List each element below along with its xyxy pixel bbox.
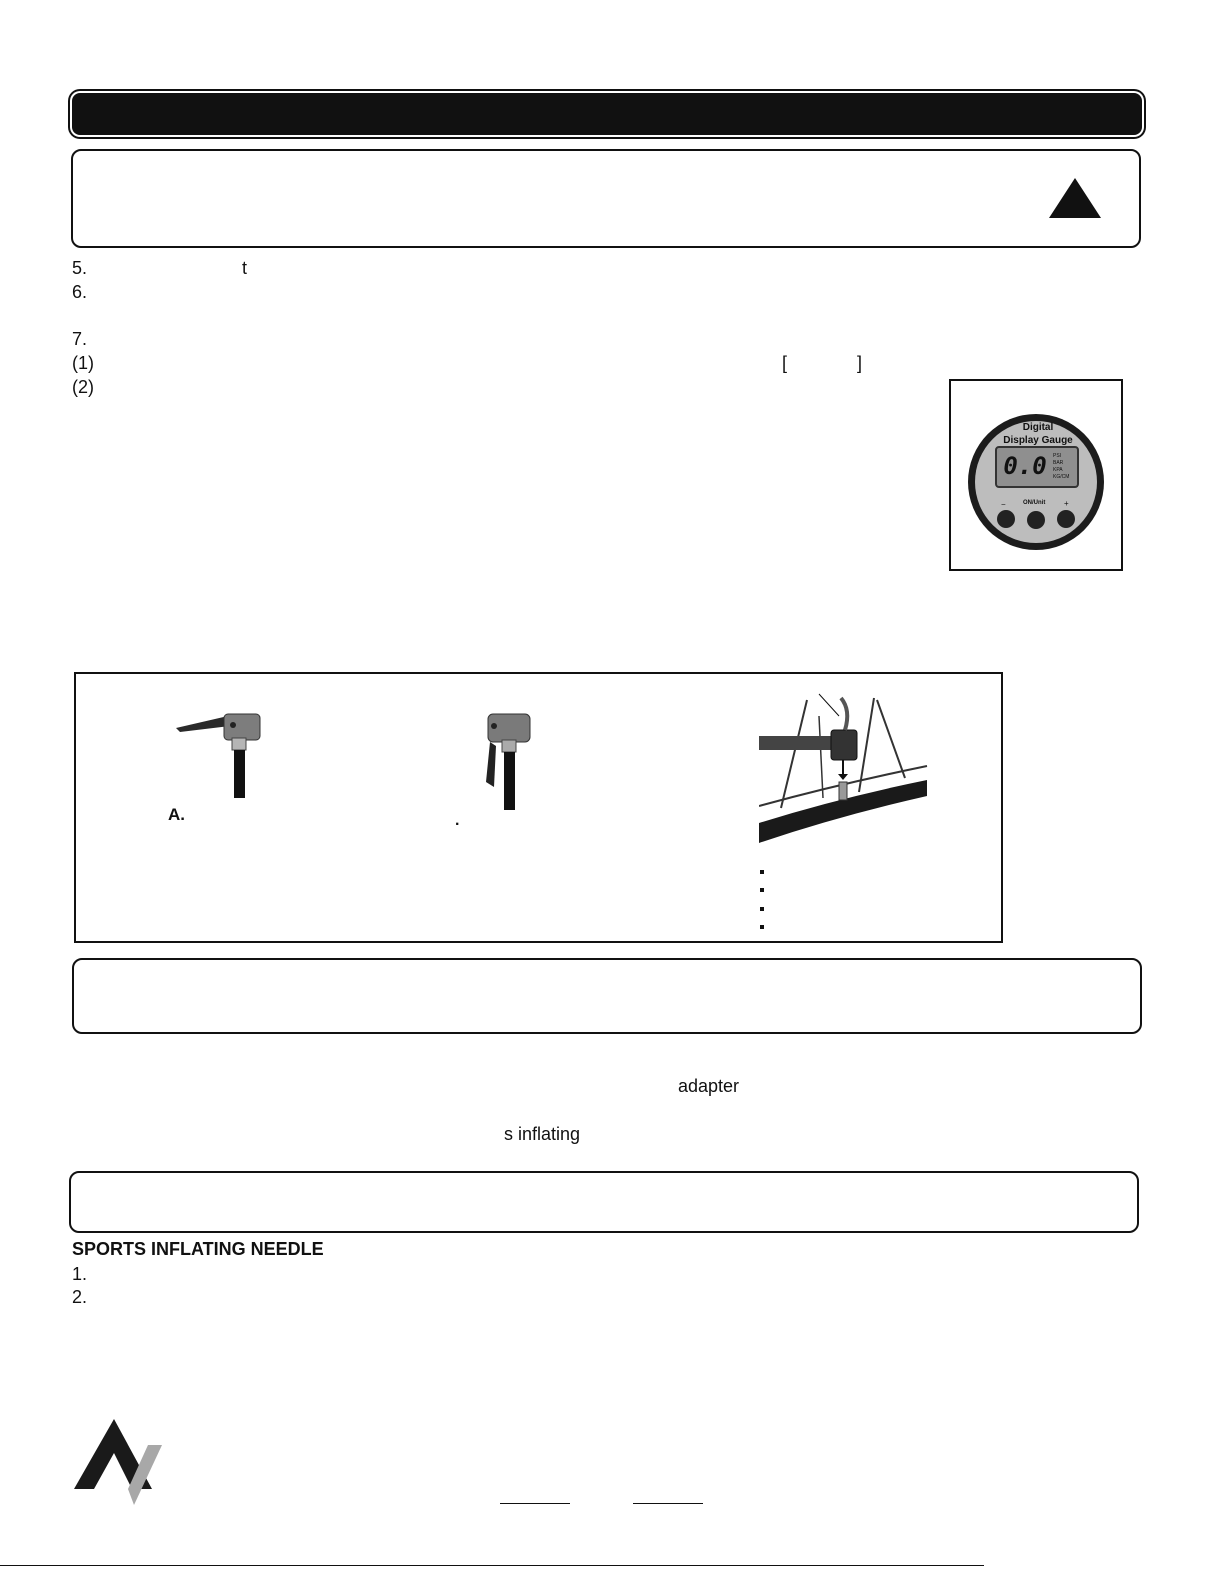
- gauge-reading: 0.0: [1003, 452, 1047, 480]
- figure-c-bullet-3: [760, 907, 764, 911]
- gauge-button-on-label: ON/Unit: [1023, 500, 1046, 506]
- adapter-b-label: .: [455, 812, 460, 829]
- adapter-b-image: [480, 712, 540, 812]
- step-5-fragment: t: [242, 258, 248, 278]
- sports-step-1-number: 1.: [72, 1264, 88, 1284]
- figure-c-bullet-1: [760, 870, 764, 874]
- section-title-bar: [72, 93, 1142, 135]
- gauge-button-plus-label: +: [1064, 499, 1069, 508]
- note-box-3: [69, 1171, 1139, 1233]
- substep-2-number: (2): [72, 377, 94, 397]
- gauge-unit-kgcm: KG/CM: [1053, 474, 1070, 480]
- figure-c-bullet-4: [760, 925, 764, 929]
- note-box-2: [72, 958, 1142, 1034]
- gauge-unit-kpa: KPA: [1053, 467, 1063, 473]
- substep-1-number: (1): [72, 353, 94, 373]
- step-7-number: 7.: [72, 329, 88, 349]
- footer-underline-left: [500, 1503, 570, 1504]
- substep-1-bracket-close: ]: [857, 353, 863, 373]
- gauge-button-minus-label: −: [1001, 500, 1006, 509]
- digital-gauge-image: [966, 412, 1106, 552]
- adapter-a-image: [170, 708, 280, 804]
- bicycle-wheel-valve-image: [759, 688, 929, 850]
- body-text-inflating: s inflating: [504, 1124, 581, 1144]
- adapter-a-label: A.: [168, 805, 185, 824]
- gauge-title-line2: Display Gauge: [1003, 435, 1073, 446]
- footer-underline-right: [633, 1503, 703, 1504]
- body-text-adapter: adapter: [678, 1076, 740, 1096]
- gauge-unit-psi: PSI: [1053, 453, 1062, 459]
- warning-box: [71, 149, 1141, 248]
- sports-needle-heading: SPORTS INFLATING NEEDLE: [72, 1239, 324, 1259]
- sports-step-2-number: 2.: [72, 1287, 88, 1307]
- gauge-title-line1: Digital: [1022, 422, 1054, 433]
- warning-icon: [1047, 176, 1103, 220]
- substep-1-bracket-open: [: [782, 353, 788, 373]
- step-6-number: 6.: [72, 282, 88, 302]
- step-5-number: 5.: [72, 258, 88, 278]
- bottom-rule: [0, 1565, 984, 1566]
- figure-c-bullet-2: [760, 888, 764, 892]
- gauge-unit-bar: BAR: [1053, 460, 1064, 466]
- brand-logo: [74, 1415, 164, 1507]
